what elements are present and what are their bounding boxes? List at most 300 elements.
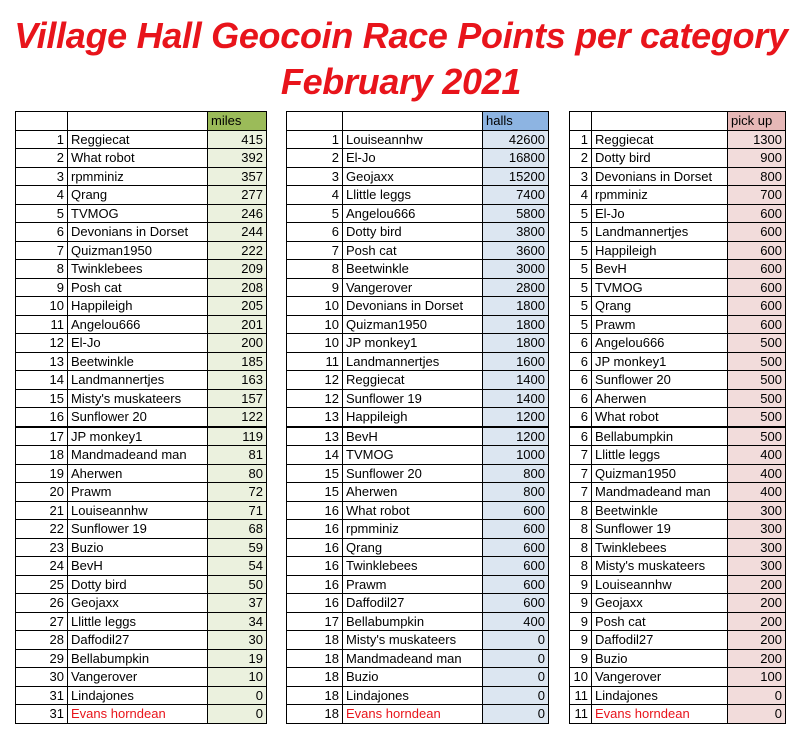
rank-cell: 7 — [570, 483, 592, 502]
name-cell: Llittle leggs — [592, 446, 728, 465]
value-cell: 500 — [728, 334, 786, 353]
rank-cell: 5 — [16, 204, 68, 223]
table-row — [16, 297, 267, 316]
column-header: pick up — [728, 112, 786, 131]
value-cell: 500 — [728, 427, 786, 446]
rank-cell: 20 — [16, 483, 68, 502]
name-cell: Aherwen — [343, 483, 483, 502]
name-cell: Dotty bird — [343, 223, 483, 242]
rank-cell: 10 — [287, 297, 343, 316]
rank-cell: 11 — [287, 352, 343, 371]
name-cell: Misty's muskateers — [592, 557, 728, 576]
name-cell: Daffodil27 — [343, 594, 483, 613]
value-cell: 201 — [208, 315, 267, 334]
name-cell: Angelou666 — [68, 315, 208, 334]
rank-cell: 16 — [287, 501, 343, 520]
value-cell: 1600 — [483, 352, 549, 371]
table-row — [16, 186, 267, 205]
table-row — [16, 612, 267, 631]
header-blank-cell — [16, 112, 68, 131]
rank-cell: 10 — [287, 334, 343, 353]
value-cell: 400 — [483, 612, 549, 631]
value-cell: 277 — [208, 186, 267, 205]
table-row — [287, 575, 549, 594]
name-cell: Buzio — [343, 668, 483, 687]
value-cell: 3600 — [483, 241, 549, 260]
table-row — [16, 389, 267, 408]
table-row — [16, 408, 267, 427]
name-cell: El-Jo — [343, 149, 483, 168]
table-row — [287, 334, 549, 353]
rank-cell: 8 — [570, 501, 592, 520]
rank-cell: 9 — [570, 612, 592, 631]
rank-cell: 2 — [16, 149, 68, 168]
rank-cell: 1 — [570, 130, 592, 149]
value-cell: 163 — [208, 371, 267, 390]
table-row — [287, 612, 549, 631]
table-row — [16, 686, 267, 705]
rank-cell: 18 — [287, 686, 343, 705]
table-row — [16, 520, 267, 539]
name-cell: Lindajones — [592, 686, 728, 705]
table-row — [287, 315, 549, 334]
name-cell: Sunflower 20 — [343, 464, 483, 483]
value-cell: 600 — [483, 575, 549, 594]
table-row — [570, 686, 786, 705]
table-row — [287, 686, 549, 705]
table-row — [570, 278, 786, 297]
value-cell: 5800 — [483, 204, 549, 223]
rank-cell: 6 — [570, 408, 592, 427]
rank-cell: 18 — [287, 705, 343, 724]
value-cell: 3000 — [483, 260, 549, 279]
rank-cell: 22 — [16, 520, 68, 539]
table-row — [16, 352, 267, 371]
page-subtitle: February 2021 — [280, 61, 522, 102]
name-cell: Happileigh — [343, 408, 483, 427]
name-cell: Bellabumpkin — [68, 649, 208, 668]
table-row — [570, 464, 786, 483]
rank-cell: 9 — [570, 649, 592, 668]
rank-cell: 5 — [570, 204, 592, 223]
value-cell: 600 — [483, 538, 549, 557]
table-row — [287, 668, 549, 687]
value-cell: 300 — [728, 520, 786, 539]
value-cell: 0 — [483, 631, 549, 650]
name-cell: Geojaxx — [68, 594, 208, 613]
rank-cell: 12 — [16, 334, 68, 353]
name-cell: Mandmadeand man — [592, 483, 728, 502]
value-cell: 0 — [483, 649, 549, 668]
name-cell: Aherwen — [592, 389, 728, 408]
value-cell: 185 — [208, 352, 267, 371]
table-row — [570, 575, 786, 594]
page-title: Village Hall Geocoin Race Points per category — [14, 15, 788, 56]
name-cell: Devonians in Dorset — [592, 167, 728, 186]
name-cell: Beetwinkle — [592, 501, 728, 520]
table-row — [570, 186, 786, 205]
value-cell: 34 — [208, 612, 267, 631]
value-cell: 500 — [728, 408, 786, 427]
value-cell: 37 — [208, 594, 267, 613]
name-cell: Lindajones — [343, 686, 483, 705]
name-cell: rpmminiz — [68, 167, 208, 186]
table-row — [287, 538, 549, 557]
value-cell: 30 — [208, 631, 267, 650]
value-cell: 400 — [728, 483, 786, 502]
name-cell: Posh cat — [343, 241, 483, 260]
rank-cell: 8 — [570, 557, 592, 576]
table-row — [16, 557, 267, 576]
rank-cell: 16 — [287, 594, 343, 613]
table-row — [16, 334, 267, 353]
name-cell: Mandmadeand man — [68, 446, 208, 465]
rank-cell: 13 — [16, 352, 68, 371]
name-cell: Louiseannhw — [68, 501, 208, 520]
table-row — [570, 167, 786, 186]
table-row — [16, 705, 267, 724]
table-row — [287, 167, 549, 186]
value-cell: 208 — [208, 278, 267, 297]
rank-cell: 6 — [570, 352, 592, 371]
value-cell: 10 — [208, 668, 267, 687]
header-blank-cell — [592, 112, 728, 131]
rank-cell: 15 — [287, 483, 343, 502]
rank-cell: 9 — [570, 594, 592, 613]
rank-cell: 16 — [16, 408, 68, 427]
value-cell: 244 — [208, 223, 267, 242]
rank-cell: 31 — [16, 705, 68, 724]
table-row — [570, 705, 786, 724]
name-cell: BevH — [68, 557, 208, 576]
rank-cell: 3 — [570, 167, 592, 186]
name-cell: What robot — [343, 501, 483, 520]
name-cell: Posh cat — [592, 612, 728, 631]
name-cell: Reggiecat — [343, 371, 483, 390]
rank-cell: 9 — [570, 575, 592, 594]
name-cell: Devonians in Dorset — [343, 297, 483, 316]
name-cell: Quizman1950 — [68, 241, 208, 260]
rank-cell: 7 — [16, 241, 68, 260]
header-blank-cell — [570, 112, 592, 131]
table-header-row — [16, 112, 267, 131]
name-cell: Evans horndean — [68, 705, 208, 724]
table-row — [287, 352, 549, 371]
rank-cell: 3 — [287, 167, 343, 186]
name-cell: BevH — [343, 427, 483, 446]
name-cell: Vangerover — [68, 668, 208, 687]
table-row — [570, 352, 786, 371]
table-row — [287, 594, 549, 613]
rank-cell: 1 — [287, 130, 343, 149]
table-row — [570, 446, 786, 465]
table-row — [570, 612, 786, 631]
miles-table — [15, 111, 267, 724]
rank-cell: 16 — [287, 538, 343, 557]
rank-cell: 18 — [287, 631, 343, 650]
rank-cell: 6 — [570, 371, 592, 390]
halls-table — [286, 111, 549, 724]
rank-cell: 5 — [570, 315, 592, 334]
rank-cell: 14 — [287, 446, 343, 465]
table-header-row — [287, 112, 549, 131]
value-cell: 600 — [483, 557, 549, 576]
rank-cell: 11 — [570, 705, 592, 724]
name-cell: Daffodil27 — [68, 631, 208, 650]
name-cell: Posh cat — [68, 278, 208, 297]
table-row — [16, 149, 267, 168]
name-cell: Qrang — [343, 538, 483, 557]
table-row — [16, 483, 267, 502]
header-blank-cell — [68, 112, 208, 131]
table-row — [287, 446, 549, 465]
name-cell: Twinklebees — [343, 557, 483, 576]
name-cell: Quizman1950 — [592, 464, 728, 483]
value-cell: 0 — [483, 668, 549, 687]
value-cell: 42600 — [483, 130, 549, 149]
table-row — [570, 501, 786, 520]
name-cell: Reggiecat — [68, 130, 208, 149]
name-cell: Buzio — [592, 649, 728, 668]
name-cell: Sunflower 20 — [68, 408, 208, 427]
column-header: miles — [208, 112, 267, 131]
name-cell: Llittle leggs — [343, 186, 483, 205]
table-row — [287, 389, 549, 408]
rank-cell: 27 — [16, 612, 68, 631]
value-cell: 200 — [728, 631, 786, 650]
table-row — [16, 241, 267, 260]
rank-cell: 7 — [287, 241, 343, 260]
value-cell: 800 — [728, 167, 786, 186]
rank-cell: 4 — [570, 186, 592, 205]
value-cell: 19 — [208, 649, 267, 668]
table-row — [16, 223, 267, 242]
name-cell: Daffodil27 — [592, 631, 728, 650]
rank-cell: 6 — [570, 389, 592, 408]
name-cell: What robot — [592, 408, 728, 427]
name-cell: TVMOG — [343, 446, 483, 465]
value-cell: 900 — [728, 149, 786, 168]
table-row — [570, 204, 786, 223]
name-cell: Landmannertjes — [592, 223, 728, 242]
name-cell: Llittle leggs — [68, 612, 208, 631]
rank-cell: 3 — [16, 167, 68, 186]
name-cell: El-Jo — [592, 204, 728, 223]
table-header-row — [570, 112, 786, 131]
rank-cell: 21 — [16, 501, 68, 520]
name-cell: Twinklebees — [68, 260, 208, 279]
value-cell: 50 — [208, 575, 267, 594]
value-cell: 800 — [483, 464, 549, 483]
rank-cell: 6 — [570, 427, 592, 446]
rank-cell: 9 — [16, 278, 68, 297]
name-cell: Landmannertjes — [343, 352, 483, 371]
table-row — [570, 631, 786, 650]
table-row — [287, 501, 549, 520]
name-cell: Sunflower 19 — [592, 520, 728, 539]
name-cell: Prawm — [592, 315, 728, 334]
name-cell: What robot — [68, 149, 208, 168]
rank-cell: 24 — [16, 557, 68, 576]
name-cell: Twinklebees — [592, 538, 728, 557]
table-row — [570, 371, 786, 390]
value-cell: 600 — [728, 260, 786, 279]
rank-cell: 23 — [16, 538, 68, 557]
value-cell: 1800 — [483, 334, 549, 353]
value-cell: 200 — [728, 649, 786, 668]
header-blank-cell — [343, 112, 483, 131]
value-cell: 500 — [728, 389, 786, 408]
name-cell: Geojaxx — [343, 167, 483, 186]
rank-cell: 13 — [287, 408, 343, 427]
table-row — [570, 557, 786, 576]
table-row — [16, 204, 267, 223]
table-row — [570, 315, 786, 334]
table-row — [16, 464, 267, 483]
table-row — [570, 334, 786, 353]
rank-cell: 16 — [287, 520, 343, 539]
rank-cell: 9 — [570, 631, 592, 650]
value-cell: 1800 — [483, 297, 549, 316]
rank-cell: 31 — [16, 686, 68, 705]
table-row — [16, 315, 267, 334]
value-cell: 119 — [208, 427, 267, 446]
value-cell: 80 — [208, 464, 267, 483]
value-cell: 600 — [728, 278, 786, 297]
table-row — [287, 260, 549, 279]
name-cell: TVMOG — [68, 204, 208, 223]
table-row — [16, 371, 267, 390]
rank-cell: 5 — [570, 297, 592, 316]
table-row — [16, 631, 267, 650]
value-cell: 0 — [208, 705, 267, 724]
rank-cell: 1 — [16, 130, 68, 149]
value-cell: 0 — [208, 686, 267, 705]
rank-cell: 10 — [570, 668, 592, 687]
table-row — [287, 241, 549, 260]
name-cell: JP monkey1 — [343, 334, 483, 353]
value-cell: 59 — [208, 538, 267, 557]
name-cell: rpmminiz — [592, 186, 728, 205]
table-row — [287, 520, 549, 539]
value-cell: 205 — [208, 297, 267, 316]
rank-cell: 6 — [16, 223, 68, 242]
rank-cell: 18 — [16, 446, 68, 465]
value-cell: 7400 — [483, 186, 549, 205]
table-row — [287, 130, 549, 149]
name-cell: Louiseannhw — [343, 130, 483, 149]
name-cell: Prawm — [68, 483, 208, 502]
table-row — [16, 649, 267, 668]
table-row — [287, 149, 549, 168]
table-row — [16, 594, 267, 613]
name-cell: Sunflower 19 — [343, 389, 483, 408]
rank-cell: 11 — [570, 686, 592, 705]
name-cell: Vangerover — [592, 668, 728, 687]
value-cell: 2800 — [483, 278, 549, 297]
table-row — [287, 705, 549, 724]
table-row — [570, 427, 786, 446]
rank-cell: 4 — [287, 186, 343, 205]
rank-cell: 7 — [570, 446, 592, 465]
name-cell: Aherwen — [68, 464, 208, 483]
name-cell: Prawm — [343, 575, 483, 594]
value-cell: 16800 — [483, 149, 549, 168]
name-cell: TVMOG — [592, 278, 728, 297]
value-cell: 600 — [728, 223, 786, 242]
table-row — [287, 427, 549, 446]
value-cell: 71 — [208, 501, 267, 520]
rank-cell: 6 — [287, 223, 343, 242]
value-cell: 209 — [208, 260, 267, 279]
table-row — [570, 130, 786, 149]
rank-cell: 10 — [16, 297, 68, 316]
name-cell: Buzio — [68, 538, 208, 557]
name-cell: Misty's muskateers — [343, 631, 483, 650]
table-row — [570, 520, 786, 539]
rank-cell: 18 — [287, 668, 343, 687]
value-cell: 81 — [208, 446, 267, 465]
value-cell: 200 — [728, 612, 786, 631]
table-row — [570, 538, 786, 557]
table-row — [570, 594, 786, 613]
value-cell: 500 — [728, 352, 786, 371]
table-row — [287, 371, 549, 390]
table-row — [16, 668, 267, 687]
name-cell: Sunflower 20 — [592, 371, 728, 390]
rank-cell: 8 — [570, 538, 592, 557]
name-cell: Quizman1950 — [343, 315, 483, 334]
name-cell: Dotty bird — [68, 575, 208, 594]
rank-cell: 25 — [16, 575, 68, 594]
rank-cell: 28 — [16, 631, 68, 650]
value-cell: 300 — [728, 538, 786, 557]
value-cell: 122 — [208, 408, 267, 427]
name-cell: Louiseannhw — [592, 575, 728, 594]
value-cell: 300 — [728, 501, 786, 520]
value-cell: 15200 — [483, 167, 549, 186]
value-cell: 600 — [728, 297, 786, 316]
name-cell: Devonians in Dorset — [68, 223, 208, 242]
value-cell: 400 — [728, 464, 786, 483]
rank-cell: 17 — [287, 612, 343, 631]
table-row — [570, 297, 786, 316]
rank-cell: 11 — [16, 315, 68, 334]
name-cell: Sunflower 19 — [68, 520, 208, 539]
table-row — [570, 260, 786, 279]
name-cell: Angelou666 — [592, 334, 728, 353]
name-cell: Happileigh — [592, 241, 728, 260]
value-cell: 700 — [728, 186, 786, 205]
table-row — [570, 483, 786, 502]
rank-cell: 30 — [16, 668, 68, 687]
value-cell: 72 — [208, 483, 267, 502]
name-cell: El-Jo — [68, 334, 208, 353]
table-row — [16, 167, 267, 186]
name-cell: Happileigh — [68, 297, 208, 316]
value-cell: 200 — [208, 334, 267, 353]
table-row — [16, 260, 267, 279]
value-cell: 1200 — [483, 427, 549, 446]
value-cell: 0 — [483, 705, 549, 724]
rank-cell: 2 — [570, 149, 592, 168]
rank-cell: 8 — [570, 520, 592, 539]
table-row — [287, 204, 549, 223]
name-cell: Bellabumpkin — [592, 427, 728, 446]
table-row — [16, 575, 267, 594]
name-cell: Beetwinkle — [343, 260, 483, 279]
rank-cell: 26 — [16, 594, 68, 613]
